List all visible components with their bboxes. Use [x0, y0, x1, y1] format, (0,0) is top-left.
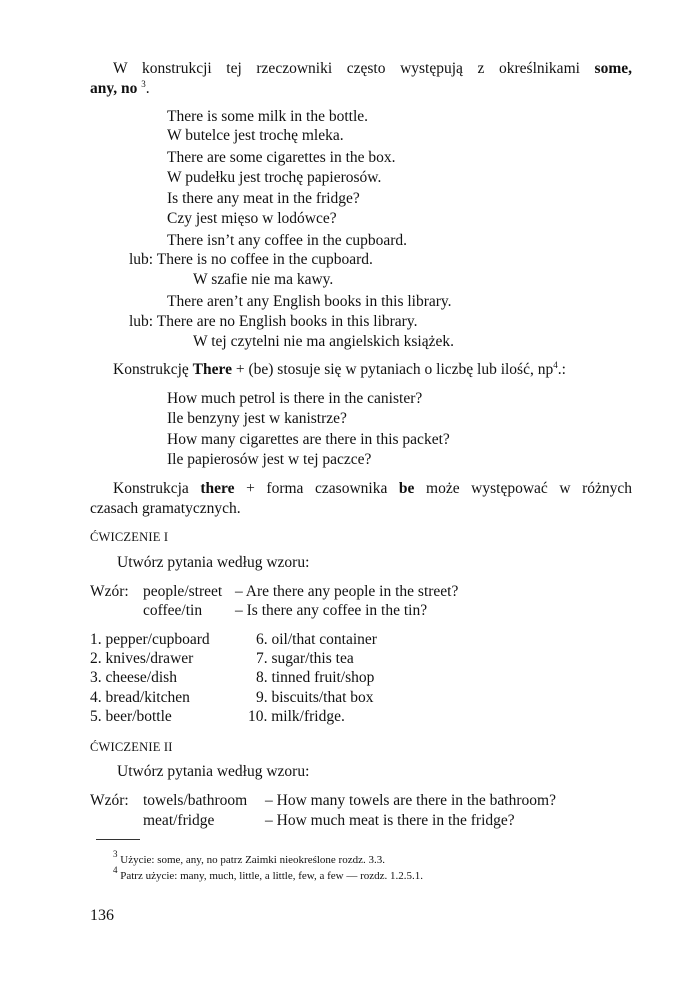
example-line: lub: There is no coffee in the cupboard.: [129, 251, 373, 268]
example-line: There are some cigarettes in the box.: [167, 149, 396, 166]
question-line: Ile benzyny jest w kanistrze?: [167, 410, 347, 427]
pattern-cue: coffee/tin: [143, 602, 203, 619]
intro-line-1: [113, 59, 632, 79]
example-line: Czy jest mięso w lodówce?: [167, 210, 337, 227]
question-line: How many cigarettes are there in this packet?: [167, 431, 450, 448]
page-number: 136: [90, 907, 114, 924]
footnote: $^4$ Patrz użycie: many, much, little, a little, few, a few — rozdz. 1.2.5.1.: [113, 865, 424, 882]
example-line: There isn’t any coffee in the cupboard.: [167, 232, 408, 249]
pattern-label: Wzór:: [90, 792, 129, 809]
pattern-answer: – How many towels are there in the bathroom?: [265, 792, 556, 809]
footnote-ref-4: 4: [553, 360, 558, 370]
footnote-divider: [96, 839, 140, 840]
bold-there: There: [192, 361, 232, 378]
footnote: $^3$ Użycie: some, any, no patrz Zaimki nieokreślone rozdz. 3.3.: [113, 849, 385, 866]
exercise-2-instruction: Utwórz pytania według wzoru:: [117, 763, 310, 780]
footnote-ref-3: 3: [141, 79, 146, 89]
exercise-2-heading: ĆWICZENIE II: [90, 740, 173, 754]
bold-there: there: [200, 480, 235, 497]
pattern-label: Wzór:: [90, 583, 129, 600]
alt-label: lub:: [129, 313, 154, 330]
pattern-cue: towels/bathroom: [143, 792, 248, 809]
exercise-item: 2. knives/drawer: [90, 650, 194, 667]
example-line: W szafie nie ma kawy.: [193, 271, 334, 288]
intro-bold-some: some,: [594, 60, 632, 77]
example-line: lub: There are no English books in this library.: [129, 313, 418, 330]
example-line: Is there any meat in the fridge?: [167, 190, 360, 207]
intro-line-2: any, no $^3$.: [90, 79, 150, 97]
pattern-cue: meat/fridge: [143, 812, 215, 829]
pattern-cue: people/street: [143, 583, 223, 600]
example-line: W butelce jest trochę mleka.: [167, 127, 344, 144]
pattern-answer: – Is there any coffee in the tin?: [235, 602, 428, 619]
exercise-item: 9. biscuits/that box: [256, 689, 374, 706]
exercise-item: 4. bread/kitchen: [90, 689, 190, 706]
tenses-line-1: Konstrukcja there + forma czasownika be może występować w różnych: [113, 480, 633, 497]
exercise-item: 10. milk/fridge.: [248, 708, 345, 725]
example-line: There is some milk in the bottle.: [167, 108, 369, 125]
intro-bold-any-no: any, no: [90, 80, 138, 97]
bold-be: be: [398, 480, 415, 497]
construction-paragraph: Konstrukcję There + (be) stosuje się w pytaniach o liczbę lub ilość, $np^4$.:: [113, 360, 566, 378]
alt-label: lub:: [129, 251, 154, 268]
pattern-answer: – Are there any people in the street?: [235, 583, 459, 600]
exercise-1-heading: ĆWICZENIE I: [90, 530, 169, 544]
exercise-1-instruction: Utwórz pytania według wzoru:: [117, 554, 310, 571]
example-line: W tej czytelni nie ma angielskich książek.: [193, 333, 454, 350]
exercise-item: 7. sugar/this tea: [256, 650, 354, 667]
question-line: How much petrol is there in the canister?: [167, 390, 423, 407]
example-line: There aren’t any English books in this library.: [167, 293, 452, 310]
example-line: W pudełku jest trochę papierosów.: [167, 169, 382, 186]
intro-text: W konstrukcji tej rzeczowniki często występują z określnikami: [113, 60, 580, 77]
exercise-item: 6. oil/that container: [256, 631, 377, 648]
exercise-item: 3. cheese/dish: [90, 669, 177, 686]
tenses-line-2: czasach gramatycznych.: [90, 500, 241, 517]
exercise-item: 5. beer/bottle: [90, 708, 172, 725]
question-line: Ile papierosów jest w tej paczce?: [167, 451, 372, 468]
exercise-item: 1. pepper/cupboard: [90, 631, 210, 648]
exercise-item: 8. tinned fruit/shop: [256, 669, 375, 686]
pattern-answer: – How much meat is there in the fridge?: [265, 812, 515, 829]
